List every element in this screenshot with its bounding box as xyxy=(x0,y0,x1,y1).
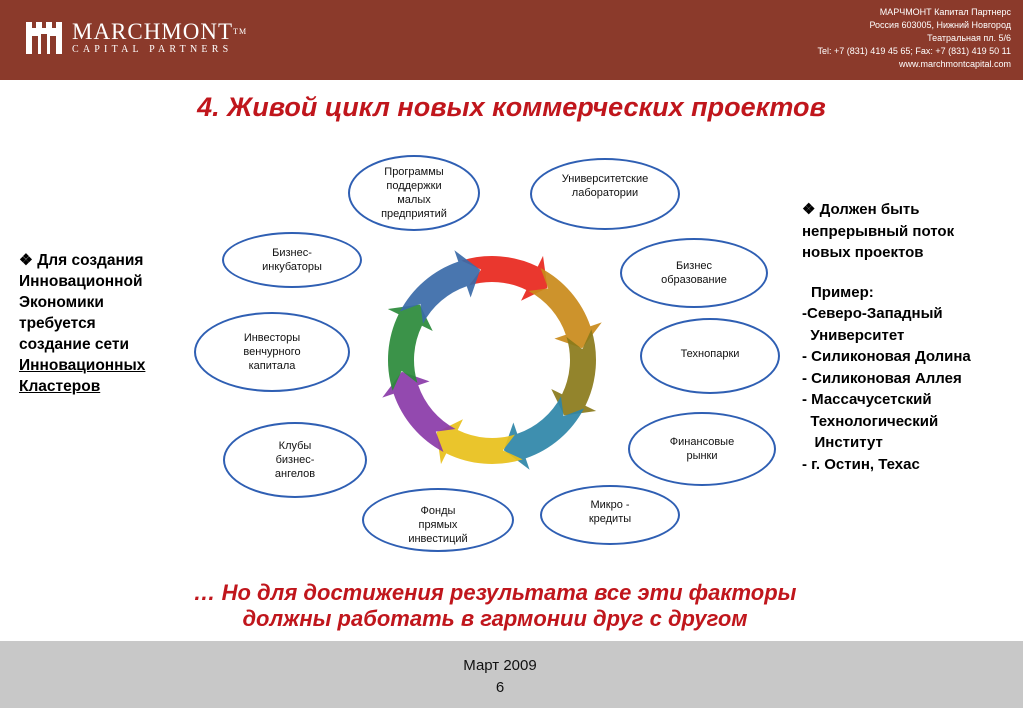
header-bar xyxy=(0,0,1023,80)
node-technoparks: Технопарки xyxy=(640,318,780,394)
node-angel-clubs: Клубы бизнес- ангелов xyxy=(223,422,367,498)
example-line: Технологический xyxy=(802,412,939,430)
logo-name: MARCHMONT xyxy=(72,19,234,44)
node-private-equity: Фонды прямых инвестиций xyxy=(362,488,514,552)
bullet-icon: ❖ xyxy=(19,252,33,269)
left-text-line: Инновационной xyxy=(19,273,143,290)
company-logo xyxy=(24,20,247,56)
example-label: Пример: xyxy=(811,283,874,301)
left-text-underlined: Инновационных xyxy=(19,357,146,374)
right-heading-line: Должен быть xyxy=(819,201,920,218)
node-incubators: Бизнес- инкубаторы xyxy=(222,232,362,288)
left-text-line: требуется xyxy=(19,315,96,332)
logo-trademark: TM xyxy=(233,27,248,36)
contact-line: Россия 603005, Нижний Новгород xyxy=(869,20,1011,30)
contact-line: Театральная пл. 5/6 xyxy=(927,33,1011,43)
example-line: - Силиконовая Аллея xyxy=(802,369,962,387)
example-line: - г. Остин, Техас xyxy=(802,455,920,473)
contact-line: www.marchmontcapital.com xyxy=(898,59,1011,69)
footer-bar xyxy=(0,641,1023,708)
node-business-education: Бизнес образование xyxy=(620,238,768,308)
node-university-labs: Университетские лаборатории xyxy=(530,158,680,230)
conclusion-line: … Но для достижения результата все эти факторы xyxy=(193,580,797,605)
left-text-line: Экономики xyxy=(19,294,104,311)
node-venture-investors: Инвесторы венчурного капитала xyxy=(194,312,350,392)
bullet-icon: ❖ xyxy=(802,201,816,218)
page-number: 6 xyxy=(495,679,505,696)
conclusion-text xyxy=(0,580,990,632)
footer-date: Март 2009 xyxy=(463,657,537,674)
right-heading-line: новых проектов xyxy=(802,244,924,261)
conclusion-line: должны работать в гармонии друг с другом xyxy=(242,606,748,631)
logo-subtitle: CAPITAL PARTNERS xyxy=(72,44,233,55)
contact-line: Tel: +7 (831) 419 45 65; Fax: +7 (831) 419 50 11 xyxy=(817,46,1011,56)
right-text-block xyxy=(802,199,1017,475)
left-text-block xyxy=(19,250,179,397)
contact-line: МАРЧМОНТ Капитал Партнерс xyxy=(879,7,1011,17)
example-line: Университет xyxy=(802,326,905,344)
node-programs: Программы поддержки малых предприятий xyxy=(348,155,480,231)
left-text-line: Для создания xyxy=(37,252,144,269)
example-line: - Силиконовая Долина xyxy=(802,348,971,365)
cycle-ring xyxy=(372,240,612,480)
example-line: -Северо-Западный xyxy=(802,305,943,322)
node-microcredits: Микро - кредиты xyxy=(540,485,680,545)
slide-title: 4. Живой цикл новых коммерческих проектов xyxy=(197,92,826,122)
castle-logo-icon xyxy=(24,20,64,56)
left-text-underlined: Кластеров xyxy=(19,378,101,395)
example-line: - Массачусетский xyxy=(802,391,932,408)
right-heading-line: непрерывный поток xyxy=(802,222,955,240)
contact-info xyxy=(818,6,1011,71)
left-text-line: создание сети xyxy=(19,336,130,353)
node-financial-markets: Финансовые рынки xyxy=(628,412,776,486)
example-line: Институт xyxy=(802,434,883,451)
